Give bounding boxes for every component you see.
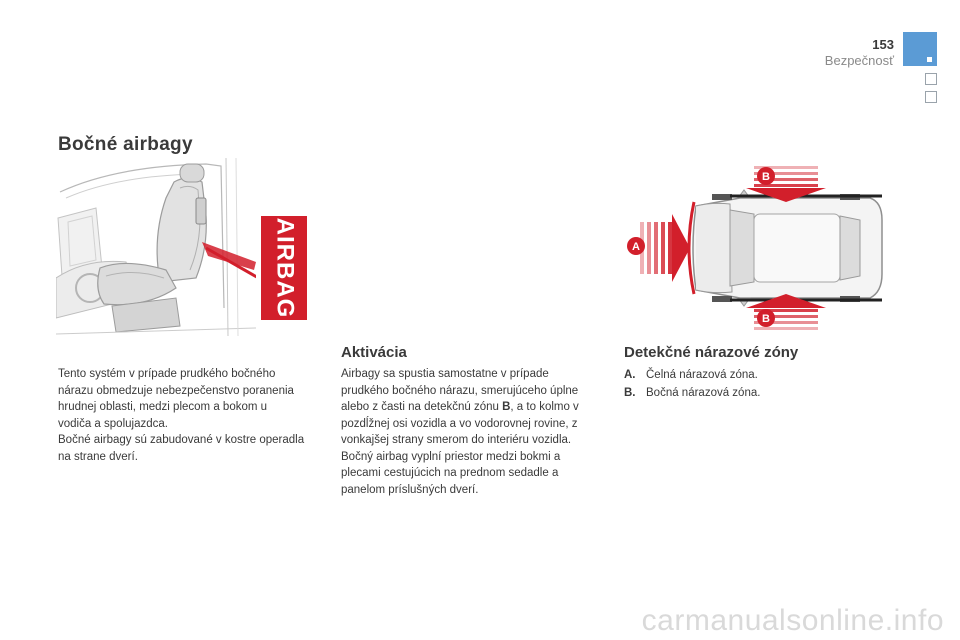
- chapter-tab-empty-2[interactable]: [925, 91, 937, 103]
- activation-line: panelom príslušných dverí.: [341, 483, 479, 496]
- zone-b-reference: B: [502, 401, 511, 413]
- activation-line-text: , a to kolmo v: [510, 401, 579, 413]
- page-number: 153: [872, 37, 894, 52]
- activation-text: [341, 366, 611, 498]
- seat-illustration: [56, 158, 256, 336]
- airbag-label-graphic: [261, 216, 307, 320]
- airbag-label-text: AIRBAG: [271, 217, 299, 319]
- activation-line: [341, 399, 611, 416]
- intro-line: hrudnej oblasti, medzi plecom a bokom u: [58, 401, 268, 413]
- legend-key: A.: [624, 369, 636, 381]
- legend-item-a: [624, 366, 904, 384]
- activation-line: Airbagy sa spustia samostatne v prípade: [341, 368, 549, 380]
- zones-legend: [624, 366, 904, 402]
- chapter-tab-empty-1[interactable]: [925, 73, 937, 85]
- legend-key: B.: [624, 387, 636, 399]
- activation-line: prudkého bočného nárazu, smerujúceho úplne: [341, 384, 579, 397]
- intro-text: [58, 366, 328, 465]
- page-title: Bočné airbagy: [58, 134, 193, 155]
- intro-line: Bočné airbagy sú zabudované v kostre operadla: [58, 434, 305, 446]
- marker-a-label: A: [632, 240, 640, 253]
- activation-line-text: alebo z časti na detekčnú zónu: [341, 401, 503, 413]
- marker-b-bottom-label: B: [762, 312, 770, 325]
- intro-line: Tento systém v prípade prudkého bočného: [58, 368, 276, 380]
- airbag-label-box: [261, 216, 307, 320]
- activation-heading: Aktivácia: [341, 344, 407, 361]
- marker-b-top-label: B: [762, 170, 770, 183]
- activation-line: vonkajšej strany smerom do interiéru vozidla.: [341, 434, 572, 446]
- intro-line: nárazu obmedzuje nebezpečenstvo poranenia: [58, 384, 294, 397]
- front-impact-arrow: [640, 214, 690, 282]
- legend-item-b: [624, 384, 904, 402]
- section-name: Bezpečnosť: [824, 53, 894, 68]
- activation-line: pozdĺžnej osi vozidla a vo vodorovnej rovine, z: [341, 417, 578, 430]
- section-tab-marker-icon: [927, 57, 932, 62]
- intro-line: na strane dverí.: [58, 450, 138, 463]
- legend-text: Bočná nárazová zóna.: [646, 387, 761, 399]
- intro-line: vodiča a spolujazdca.: [58, 417, 168, 430]
- activation-line: plecami cestujúcich na prednom sedadle a: [341, 467, 559, 479]
- watermark: carmanualsonline.info: [641, 604, 944, 637]
- legend-text: Čelná nárazová zóna.: [646, 369, 758, 381]
- zones-heading: Detekčné nárazové zóny: [624, 344, 799, 361]
- impact-zones-diagram: [620, 162, 890, 334]
- activation-line: Bočný airbag vyplní priestor medzi bokmi a: [341, 450, 561, 463]
